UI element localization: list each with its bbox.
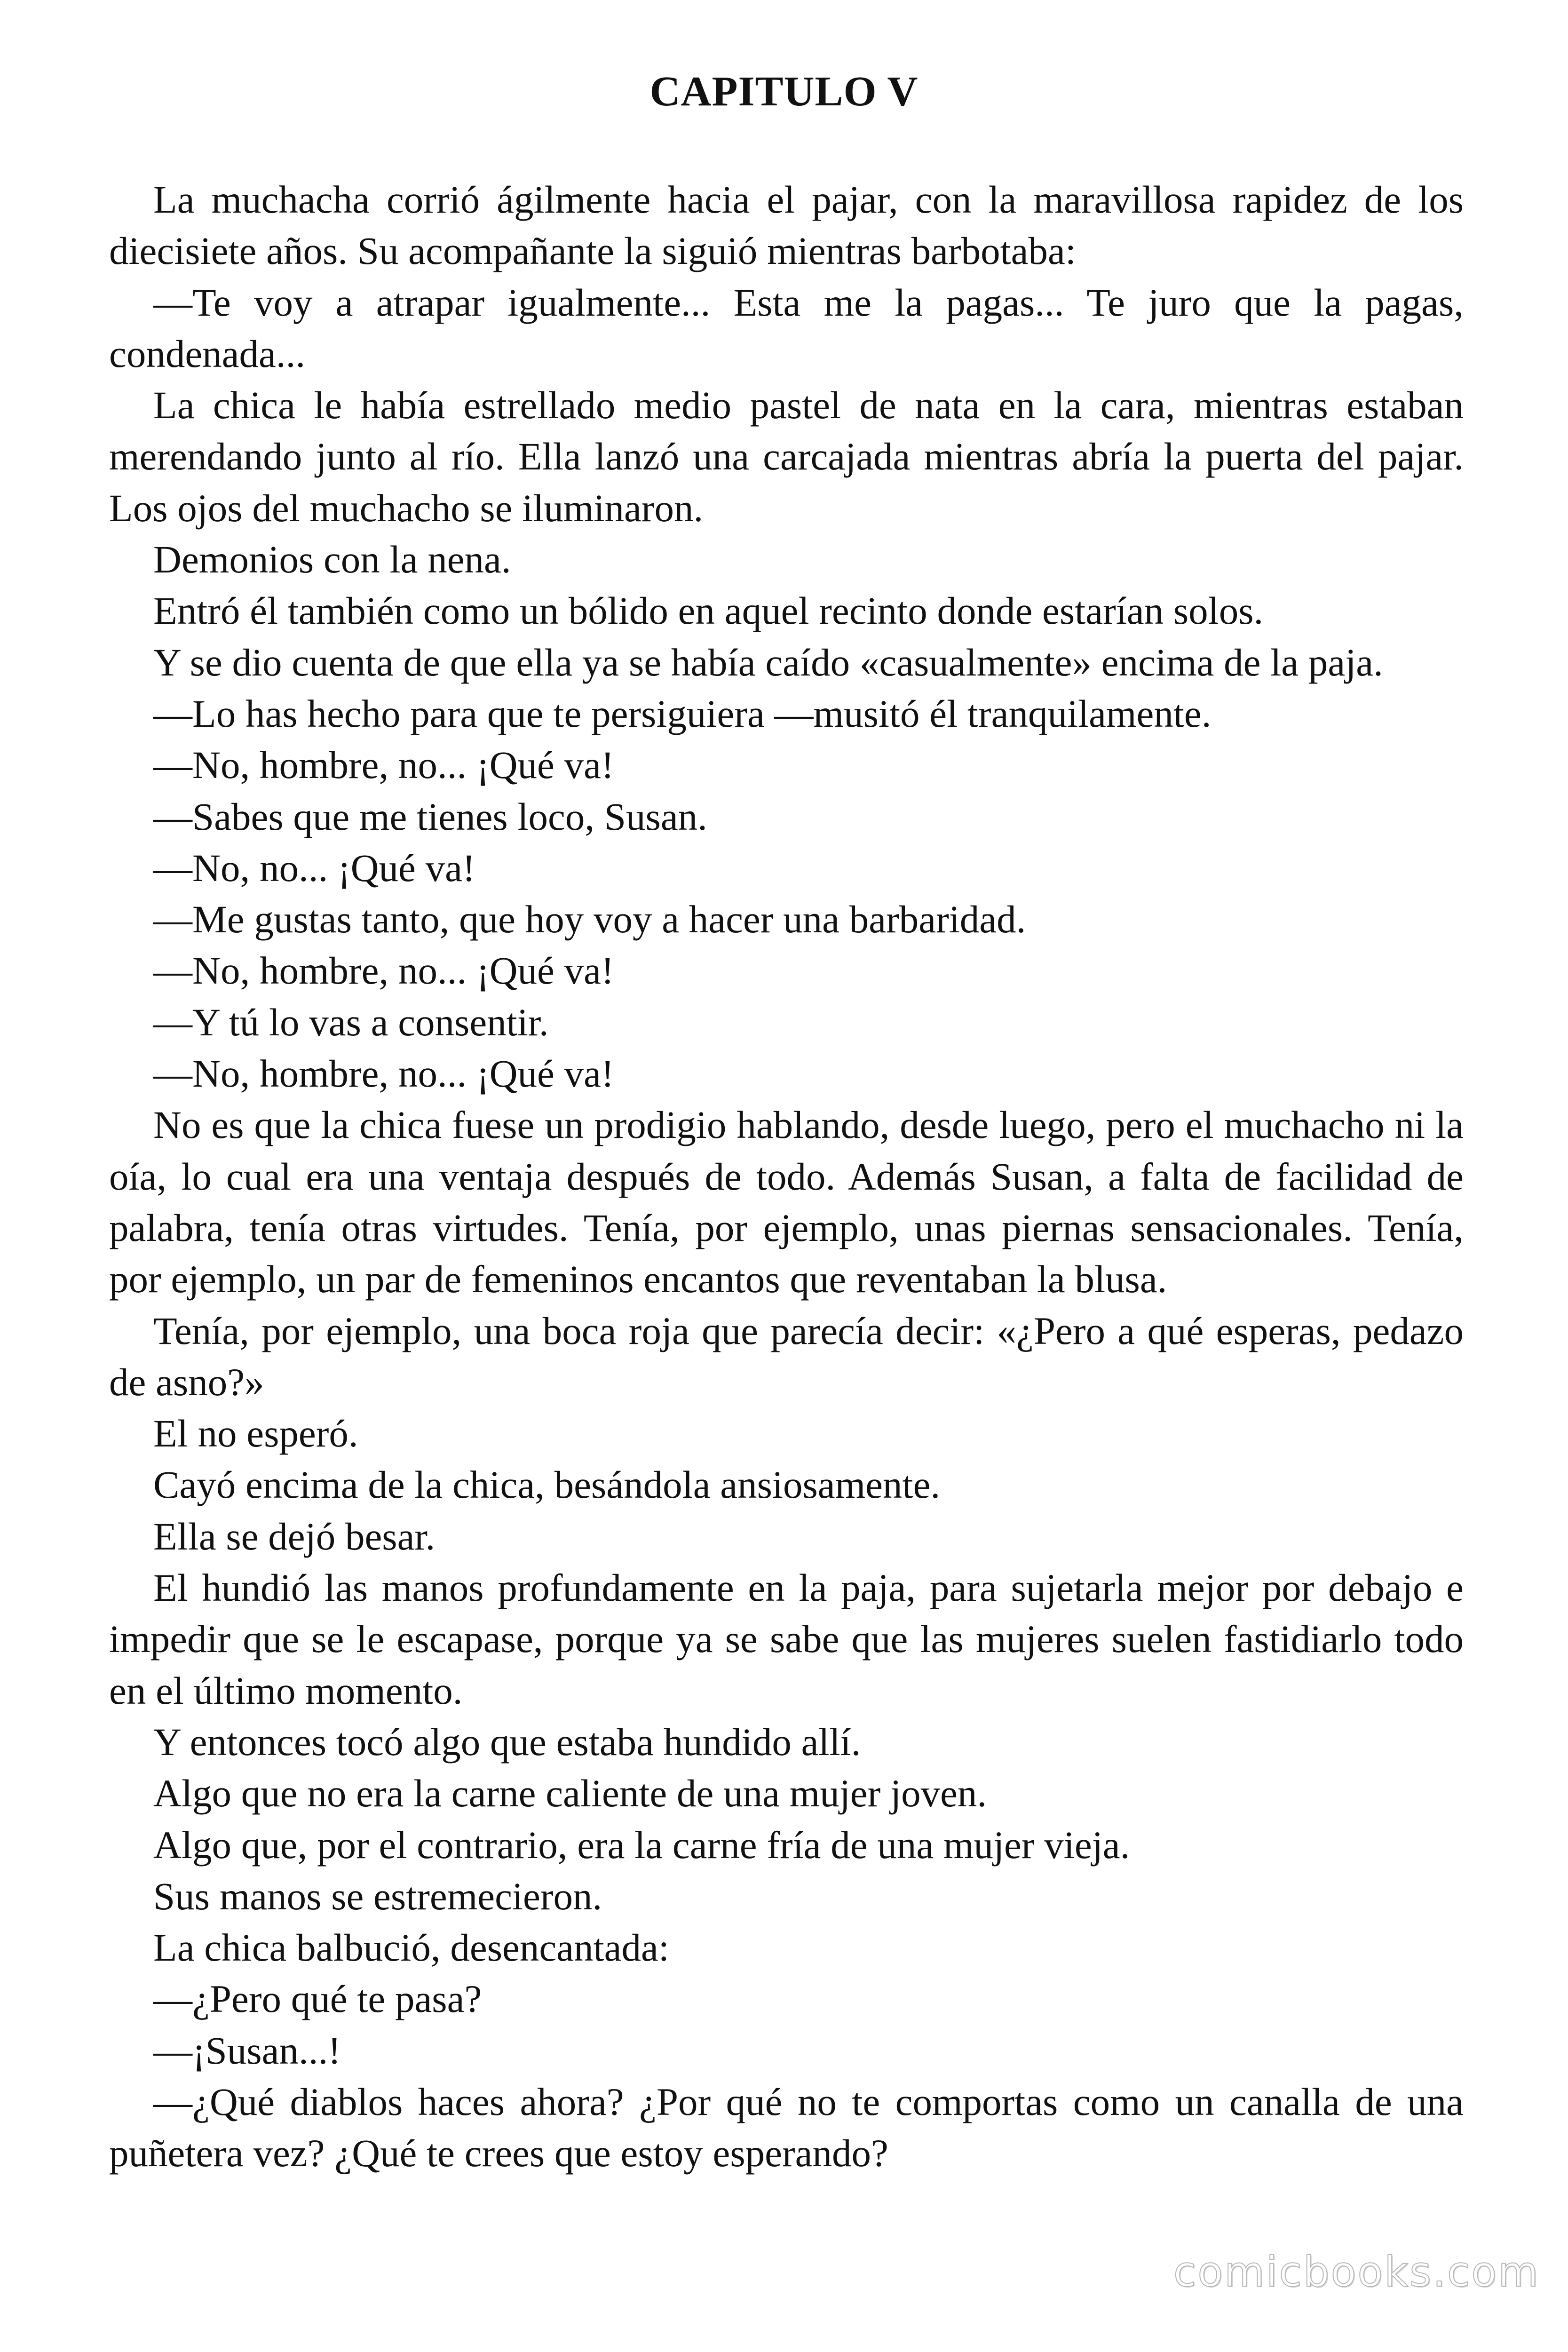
paragraph: —No, hombre, no... ¡Qué va!	[153, 1052, 614, 1096]
paragraph: Y entonces tocó algo que estaba hundido allí.	[153, 1720, 861, 1764]
paragraph: No es que la chica fuese un prodigio hablando, desde luego, pero el muchacho ni la oía, lo cual era una ventaja después de todo. Además Susan, a falta de facilidad de palabra, tenía otras virtudes. Tenía, por ejemplo, unas piernas sensacionales. Tenía, por ejemplo, un par de femeninos encantos que reventaban la blusa.	[109, 1103, 1464, 1301]
paragraph: La muchacha corrió ágilmente hacia el pajar, con la maravillosa rapidez de los diecisiete años. Su acompañante la siguió mientras barbotaba:	[109, 178, 1464, 273]
paragraph: Algo que, por el contrario, era la carne fría de una mujer vieja.	[153, 1823, 1130, 1867]
paragraph: Y se dio cuenta de que ella ya se había caído «casualmente» encima de la paja.	[153, 640, 1383, 684]
paragraph: —No, hombre, no... ¡Qué va!	[153, 743, 614, 787]
paragraph: Tenía, por ejemplo, una boca roja que parecía decir: «¿Pero a qué esperas, pedazo de asno?»	[109, 1309, 1464, 1404]
paragraph: La chica balbució, desencantada:	[153, 1926, 669, 1970]
paragraph: —No, hombre, no... ¡Qué va!	[153, 949, 614, 993]
paragraph: Sus manos se estremecieron.	[153, 1874, 602, 1918]
paragraph: —Me gustas tanto, que hoy voy a hacer una barbaridad.	[153, 898, 1026, 941]
paragraph: —Y tú lo vas a consentir.	[153, 1000, 549, 1044]
paragraph: —Te voy a atrapar igualmente... Esta me la pagas... Te juro que la pagas, condenada...	[109, 280, 1464, 375]
paragraph: Algo que no era la carne caliente de una mujer joven.	[153, 1772, 987, 1815]
paragraph: Ella se dejó besar.	[153, 1514, 436, 1558]
watermark: comicbooks.com	[1173, 2248, 1540, 2296]
paragraph: Cayó encima de la chica, besándola ansiosamente.	[153, 1463, 941, 1507]
paragraph: La chica le había estrellado medio pastel de nata en la cara, mientras estaban merendando junto al río. Ella lanzó una carcajada mientras abría la puerta del pajar. Los ojos del muchacho se iluminaron.	[109, 383, 1464, 530]
paragraph: Entró él también como un bólido en aquel recinto donde estarían solos.	[153, 589, 1264, 633]
paragraph: —No, no... ¡Qué va!	[153, 846, 475, 890]
paragraph: Demonios con la nena.	[153, 538, 511, 581]
paragraph: El no esperó.	[153, 1412, 358, 1455]
paragraph: —Lo has hecho para que te persiguiera —musitó él tranquilamente.	[153, 691, 1212, 735]
chapter-body	[109, 174, 1464, 2179]
paragraph: —Sabes que me tienes loco, Susan.	[153, 795, 707, 838]
paragraph: —¿Qué diablos haces ahora? ¿Por qué no te comportas como un canalla de una puñetera vez? ¿Qué te crees que estoy esperando?	[109, 2080, 1464, 2175]
paragraph: —¿Pero qué te pasa?	[153, 1977, 482, 2021]
chapter-title: CAPITULO V	[649, 68, 919, 115]
paragraph: El hundió las manos profundamente en la paja, para sujetarla mejor por debajo e impedir que se le escapase, porque ya se sabe que las mujeres suelen fastidiarlo todo en el último momento.	[109, 1566, 1464, 1712]
paragraph: —¡Susan...!	[153, 2028, 341, 2072]
